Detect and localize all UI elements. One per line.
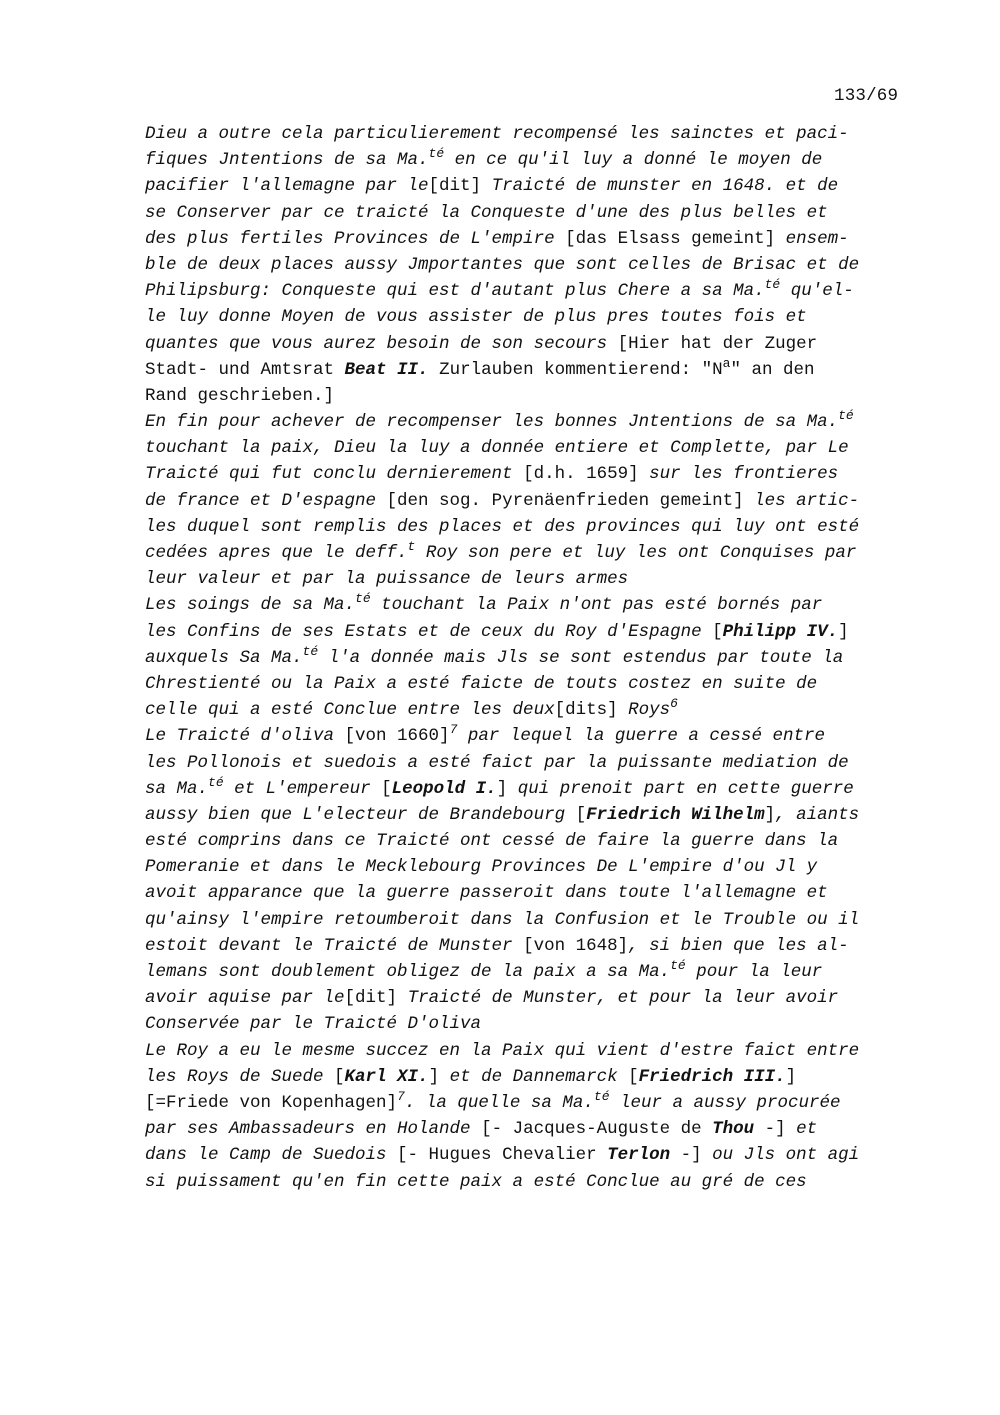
text-segment: , aiants: [775, 804, 860, 825]
text-segment: et: [785, 1119, 818, 1140]
text-segment: leur a aussy procurée: [609, 1092, 841, 1113]
text-segment: , si bien que les al-: [628, 935, 849, 956]
text-line: [145, 880, 925, 906]
text-segment: se Conserver par ce traicté la Conqueste d'une des plus belles et: [145, 202, 828, 223]
text-segment: [dit]: [428, 176, 482, 197]
superscript: 7: [449, 722, 458, 738]
text-segment: avoit apparance que la guerre passeroit dans toute l'allemagne et: [145, 883, 828, 904]
text-segment: [von 1660]: [344, 726, 450, 747]
text-line: [145, 1116, 925, 1142]
text-segment: estoit devant le Traicté de Munster: [145, 935, 524, 956]
text-segment: Rand geschrieben.]: [145, 385, 335, 406]
superscript: té: [838, 408, 854, 424]
text-segment: [: [712, 621, 723, 642]
text-segment: les Pollonois et suedois a esté faict par la puissante mediation de: [145, 752, 849, 773]
text-line: [145, 854, 925, 880]
text-line: [145, 304, 925, 330]
document-body: [145, 121, 925, 1195]
text-segment: Zurlauben kommentierend: "N: [428, 359, 723, 380]
text-segment: ble de deux places aussy Jmportantes que sont celles de Brisac et de: [145, 254, 860, 275]
name-bold: Beat II.: [344, 359, 429, 380]
superscript: té: [764, 277, 781, 293]
text-segment: esté comprins dans ce Traicté ont cessé de faire la guerre dans la: [145, 831, 839, 852]
superscript: té: [428, 146, 445, 162]
text-segment: touchant la paix, Dieu la luy a donnée entiere et Complette, par Le: [145, 438, 849, 459]
text-segment: sur les frontieres: [638, 464, 839, 485]
text-segment: pacifier l'allemagne par le: [145, 176, 429, 197]
text-line: [145, 173, 925, 199]
text-line: [145, 828, 925, 854]
text-line: [145, 776, 925, 802]
text-segment: . la quelle sa Ma.: [404, 1092, 594, 1113]
text-segment: qu'ainsy l'empire retoumberoit dans la Confusion et le Trouble ou il: [145, 909, 860, 930]
text-line: [145, 147, 925, 173]
text-segment: [: [628, 1066, 639, 1087]
text-line: [145, 252, 925, 278]
text-segment: pour la leur: [685, 962, 823, 982]
text-line: [145, 671, 925, 697]
text-segment: [: [575, 804, 587, 825]
superscript: 6: [670, 696, 678, 712]
text-segment: -]: [754, 1119, 786, 1140]
text-line: [145, 488, 925, 514]
text-segment: dans le Camp de Suedois: [145, 1145, 398, 1166]
text-segment: par ses Ambassadeurs en Holande: [145, 1119, 482, 1140]
text-segment: [: [334, 1066, 345, 1087]
text-segment: lemans sont doublement obligez de la paix a sa Ma.: [145, 962, 671, 982]
text-segment: Roy son pere et luy les ont Conquises par: [415, 543, 857, 563]
text-segment: [: [381, 778, 392, 799]
text-segment: auxquels Sa Ma.: [145, 647, 303, 668]
text-line: [145, 645, 925, 671]
text-segment: [von 1648]: [523, 935, 629, 956]
name-bold: Philipp IV.: [722, 621, 839, 642]
text-line: [145, 226, 925, 252]
text-segment: ]: [785, 1066, 797, 1087]
text-segment: " an den: [730, 359, 815, 380]
text-segment: Stadt- und Amtsrat: [145, 359, 345, 380]
text-line: [145, 540, 925, 566]
superscript: a: [722, 355, 731, 371]
text-line: [145, 278, 925, 304]
text-line: [145, 1064, 925, 1090]
text-segment: l'a donnée mais Jls se sont estendus par toute la: [318, 647, 844, 668]
text-segment: en ce qu'il luy a donné le moyen de: [444, 150, 823, 171]
text-segment: sa Ma.: [145, 778, 209, 799]
text-line: [145, 1142, 925, 1168]
text-line: [145, 619, 925, 645]
text-segment: En fin pour achever de recompenser les bonnes Jntentions de sa Ma.: [145, 412, 839, 433]
text-segment: Traicté de munster en 1648. et de: [481, 176, 839, 197]
text-segment: celle qui a esté Conclue entre les deux: [145, 700, 555, 721]
superscript: té: [355, 591, 371, 607]
text-line: [145, 331, 925, 357]
text-segment: [dit]: [344, 988, 398, 1009]
text-line: [145, 1090, 925, 1116]
name-bold: Friedrich III.: [638, 1066, 786, 1087]
text-segment: [dits]: [554, 700, 618, 721]
text-segment: qui prenoit part en cette guerre: [507, 778, 854, 799]
text-segment: cedées apres que le deff.: [145, 543, 408, 563]
text-segment: et L'empereur: [223, 778, 382, 799]
text-segment: -]: [670, 1145, 702, 1166]
text-line: [145, 383, 925, 409]
text-segment: les Roys de Suede: [145, 1066, 335, 1087]
text-segment: Les soings de sa Ma.: [145, 595, 356, 616]
text-segment: [- Jacques-Auguste de: [481, 1119, 713, 1140]
name-bold: Terlon: [607, 1145, 671, 1166]
text-segment: ou Jls ont agi: [701, 1145, 860, 1166]
text-segment: les duquel sont remplis des places et des provinces qui luy ont esté: [145, 516, 860, 537]
name-bold: Karl XI.: [344, 1066, 429, 1087]
text-segment: aussy bien que L'electeur de Brandebourg: [145, 804, 576, 825]
text-line: [145, 357, 925, 383]
text-segment: [d.h. 1659]: [523, 464, 639, 485]
superscript: té: [593, 1088, 610, 1104]
text-segment: Traicté de Munster, et pour la leur avoir: [397, 988, 839, 1009]
text-segment: [den sog. Pyrenäenfrieden gemeint]: [386, 490, 744, 511]
name-bold: Thou: [712, 1119, 755, 1140]
text-segment: ]: [838, 621, 849, 642]
text-segment: avoir aquise par le: [145, 988, 345, 1009]
name-bold: Leopold I.: [391, 778, 497, 799]
text-segment: si puissament qu'en fin cette paix a esté Conclue au gré de ces: [145, 1171, 807, 1192]
superscript: 7: [397, 1088, 405, 1104]
text-line: [145, 907, 925, 933]
text-line: [145, 933, 925, 959]
text-segment: Conservée par le Traicté D'oliva: [145, 1014, 482, 1035]
text-segment: [=Friede von Kopenhagen]: [145, 1092, 398, 1113]
text-line: [145, 1038, 925, 1064]
text-segment: [das Elsass gemeint]: [565, 228, 776, 249]
text-segment: [- Hugues Chevalier: [397, 1145, 608, 1166]
name-bold: Friedrich Wilhelm: [586, 804, 765, 825]
text-segment: Pomeranie et dans le Mecklebourg Provinces De L'empire d'ou Jl y: [145, 857, 818, 878]
text-segment: par lequel la guerre a cessé entre: [457, 726, 825, 747]
text-segment: Le Traicté d'oliva: [145, 726, 345, 747]
text-segment: Chrestienté ou la Paix a esté faicte de touts costez en suite de: [145, 673, 818, 694]
text-segment: fiques Jntentions de sa Ma.: [145, 150, 429, 171]
text-line: [145, 959, 925, 985]
text-line: [145, 802, 925, 828]
text-segment: quantes que vous aurez besoin de son secours: [145, 333, 618, 354]
text-segment: des plus fertiles Provinces de L'empire: [145, 228, 566, 249]
text-segment: [Hier hat der Zuger: [617, 333, 818, 354]
text-segment: Le Roy a eu le mesme succez en la Paix qui vient d'estre faict entre: [145, 1040, 860, 1061]
text-line: [145, 121, 925, 147]
text-segment: ensem-: [775, 228, 849, 249]
text-segment: Traicté qui fut conclu dernierement: [145, 464, 524, 485]
text-line: [145, 750, 925, 776]
text-segment: et de Dannemarck: [439, 1066, 629, 1087]
text-segment: Philipsburg: Conqueste qui est d'autant plus Chere a sa Ma.: [145, 281, 765, 302]
text-line: [145, 409, 925, 435]
text-segment: Dieu a outre cela particulierement recompensé les sainctes et paci-: [145, 124, 849, 144]
text-line: [145, 592, 925, 618]
text-segment: le luy donne Moyen de vous assister de plus pres toutes fois et: [145, 307, 807, 328]
text-line: [145, 1169, 925, 1195]
text-line: [145, 1011, 925, 1037]
text-segment: ]: [428, 1066, 440, 1087]
text-line: [145, 200, 925, 226]
text-segment: les artic-: [743, 490, 860, 511]
page-number: 133/69: [834, 86, 899, 106]
text-segment: Roys: [617, 700, 671, 721]
text-line: [145, 566, 925, 592]
text-line: [145, 514, 925, 540]
text-line: [145, 723, 925, 749]
text-segment: les Confins de ses Estats et de ceux du Roy d'Espagne: [145, 621, 713, 642]
text-segment: de france et D'espagne: [145, 490, 387, 511]
text-segment: ]: [764, 804, 776, 825]
text-line: [145, 697, 925, 723]
superscript: té: [208, 774, 224, 790]
text-segment: ]: [496, 778, 508, 799]
text-line: [145, 461, 925, 487]
superscript: té: [302, 643, 319, 659]
text-segment: touchant la Paix n'ont pas esté bornés par: [370, 595, 823, 616]
superscript: té: [670, 958, 686, 973]
text-line: [145, 985, 925, 1011]
text-line: [145, 435, 925, 461]
superscript: t: [407, 539, 416, 554]
text-segment: qu'el-: [780, 281, 854, 302]
text-segment: leur valeur et par la puissance de leurs armes: [145, 569, 629, 590]
